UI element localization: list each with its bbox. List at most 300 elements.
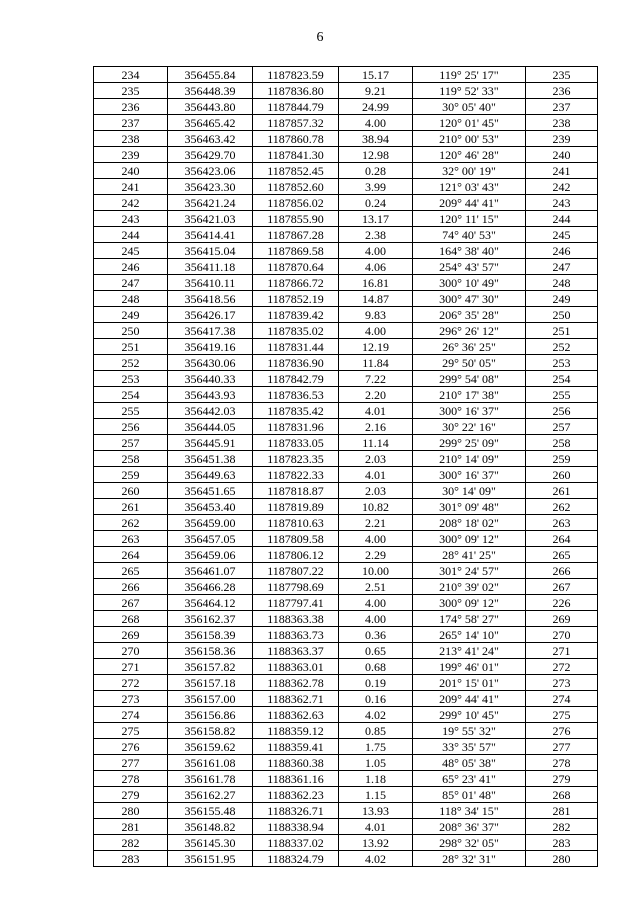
- next-point-cell: 247: [526, 259, 598, 275]
- distance-cell: 1.18: [339, 771, 413, 787]
- y-coordinate-cell: 1187819.89: [253, 499, 339, 515]
- bearing-cell: 299° 25' 09": [413, 435, 526, 451]
- bearing-cell: 121° 03' 43": [413, 179, 526, 195]
- point-number-cell: 261: [94, 499, 168, 515]
- table-row: [94, 435, 598, 451]
- point-number-cell: 249: [94, 307, 168, 323]
- x-coordinate-cell: 356158.39: [168, 627, 253, 643]
- point-number-cell: 260: [94, 483, 168, 499]
- x-coordinate-cell: 356410.11: [168, 275, 253, 291]
- bearing-cell: 209° 44' 41": [413, 691, 526, 707]
- x-coordinate-cell: 356156.86: [168, 707, 253, 723]
- point-number-cell: 273: [94, 691, 168, 707]
- y-coordinate-cell: 1187831.96: [253, 419, 339, 435]
- distance-cell: 3.99: [339, 179, 413, 195]
- next-point-cell: 237: [526, 99, 598, 115]
- next-point-cell: 252: [526, 339, 598, 355]
- next-point-cell: 268: [526, 787, 598, 803]
- coordinates-table: [93, 66, 598, 867]
- distance-cell: 1.75: [339, 739, 413, 755]
- distance-cell: 2.29: [339, 547, 413, 563]
- next-point-cell: 278: [526, 755, 598, 771]
- table-row: [94, 275, 598, 291]
- distance-cell: 0.16: [339, 691, 413, 707]
- y-coordinate-cell: 1187855.90: [253, 211, 339, 227]
- table-row: [94, 163, 598, 179]
- table-row: [94, 787, 598, 803]
- table-row: [94, 851, 598, 867]
- table-row: [94, 755, 598, 771]
- next-point-cell: 239: [526, 131, 598, 147]
- y-coordinate-cell: 1187844.79: [253, 99, 339, 115]
- next-point-cell: 274: [526, 691, 598, 707]
- point-number-cell: 272: [94, 675, 168, 691]
- table-row: [94, 659, 598, 675]
- point-number-cell: 278: [94, 771, 168, 787]
- table-row: [94, 739, 598, 755]
- bearing-cell: 174° 58' 27": [413, 611, 526, 627]
- x-coordinate-cell: 356443.93: [168, 387, 253, 403]
- distance-cell: 24.99: [339, 99, 413, 115]
- y-coordinate-cell: 1187807.22: [253, 563, 339, 579]
- x-coordinate-cell: 356148.82: [168, 819, 253, 835]
- point-number-cell: 242: [94, 195, 168, 211]
- x-coordinate-cell: 356453.40: [168, 499, 253, 515]
- x-coordinate-cell: 356161.78: [168, 771, 253, 787]
- bearing-cell: 300° 10' 49": [413, 275, 526, 291]
- point-number-cell: 237: [94, 115, 168, 131]
- point-number-cell: 238: [94, 131, 168, 147]
- table-row: [94, 515, 598, 531]
- y-coordinate-cell: 1187835.02: [253, 323, 339, 339]
- next-point-cell: 283: [526, 835, 598, 851]
- table-row: [94, 579, 598, 595]
- table-row: [94, 387, 598, 403]
- bearing-cell: 206° 35' 28": [413, 307, 526, 323]
- y-coordinate-cell: 1188363.38: [253, 611, 339, 627]
- table-row: [94, 835, 598, 851]
- next-point-cell: 250: [526, 307, 598, 323]
- table-row: [94, 131, 598, 147]
- point-number-cell: 247: [94, 275, 168, 291]
- next-point-cell: 265: [526, 547, 598, 563]
- bearing-cell: 30° 22' 16": [413, 419, 526, 435]
- distance-cell: 0.65: [339, 643, 413, 659]
- distance-cell: 2.38: [339, 227, 413, 243]
- table-row: [94, 467, 598, 483]
- point-number-cell: 246: [94, 259, 168, 275]
- distance-cell: 0.36: [339, 627, 413, 643]
- y-coordinate-cell: 1188359.12: [253, 723, 339, 739]
- bearing-cell: 199° 46' 01": [413, 659, 526, 675]
- distance-cell: 13.92: [339, 835, 413, 851]
- x-coordinate-cell: 356415.04: [168, 243, 253, 259]
- next-point-cell: 270: [526, 627, 598, 643]
- distance-cell: 7.22: [339, 371, 413, 387]
- point-number-cell: 275: [94, 723, 168, 739]
- next-point-cell: 277: [526, 739, 598, 755]
- bearing-cell: 300° 47' 30": [413, 291, 526, 307]
- table-row: [94, 611, 598, 627]
- y-coordinate-cell: 1188360.38: [253, 755, 339, 771]
- point-number-cell: 263: [94, 531, 168, 547]
- distance-cell: 2.16: [339, 419, 413, 435]
- y-coordinate-cell: 1187818.87: [253, 483, 339, 499]
- point-number-cell: 245: [94, 243, 168, 259]
- y-coordinate-cell: 1187860.78: [253, 131, 339, 147]
- table-row: [94, 675, 598, 691]
- bearing-cell: 300° 09' 12": [413, 531, 526, 547]
- distance-cell: 4.01: [339, 819, 413, 835]
- y-coordinate-cell: 1187856.02: [253, 195, 339, 211]
- y-coordinate-cell: 1187867.28: [253, 227, 339, 243]
- bearing-cell: 74° 40' 53": [413, 227, 526, 243]
- table-row: [94, 403, 598, 419]
- x-coordinate-cell: 356417.38: [168, 323, 253, 339]
- point-number-cell: 259: [94, 467, 168, 483]
- point-number-cell: 276: [94, 739, 168, 755]
- table-row: [94, 99, 598, 115]
- y-coordinate-cell: 1187835.42: [253, 403, 339, 419]
- x-coordinate-cell: 356158.36: [168, 643, 253, 659]
- bearing-cell: 120° 46' 28": [413, 147, 526, 163]
- x-coordinate-cell: 356157.18: [168, 675, 253, 691]
- next-point-cell: 248: [526, 275, 598, 291]
- distance-cell: 2.20: [339, 387, 413, 403]
- table-row: [94, 563, 598, 579]
- next-point-cell: 267: [526, 579, 598, 595]
- point-number-cell: 283: [94, 851, 168, 867]
- bearing-cell: 28° 41' 25": [413, 547, 526, 563]
- y-coordinate-cell: 1187842.79: [253, 371, 339, 387]
- bearing-cell: 213° 41' 24": [413, 643, 526, 659]
- x-coordinate-cell: 356459.06: [168, 547, 253, 563]
- y-coordinate-cell: 1187857.32: [253, 115, 339, 131]
- table-row: [94, 627, 598, 643]
- next-point-cell: 253: [526, 355, 598, 371]
- next-point-cell: 246: [526, 243, 598, 259]
- point-number-cell: 253: [94, 371, 168, 387]
- x-coordinate-cell: 356448.39: [168, 83, 253, 99]
- bearing-cell: 299° 10' 45": [413, 707, 526, 723]
- bearing-cell: 301° 09' 48": [413, 499, 526, 515]
- bearing-cell: 26° 36' 25": [413, 339, 526, 355]
- x-coordinate-cell: 356465.42: [168, 115, 253, 131]
- x-coordinate-cell: 356157.82: [168, 659, 253, 675]
- next-point-cell: 238: [526, 115, 598, 131]
- table-row: [94, 771, 598, 787]
- x-coordinate-cell: 356444.05: [168, 419, 253, 435]
- table-row: [94, 419, 598, 435]
- bearing-cell: 210° 14' 09": [413, 451, 526, 467]
- table-row: [94, 483, 598, 499]
- table-row: [94, 531, 598, 547]
- point-number-cell: 243: [94, 211, 168, 227]
- y-coordinate-cell: 1188362.63: [253, 707, 339, 723]
- x-coordinate-cell: 356161.08: [168, 755, 253, 771]
- x-coordinate-cell: 356151.95: [168, 851, 253, 867]
- table-row: [94, 307, 598, 323]
- point-number-cell: 274: [94, 707, 168, 723]
- x-coordinate-cell: 356449.63: [168, 467, 253, 483]
- bearing-cell: 210° 00' 53": [413, 131, 526, 147]
- y-coordinate-cell: 1187836.53: [253, 387, 339, 403]
- x-coordinate-cell: 356418.56: [168, 291, 253, 307]
- distance-cell: 11.14: [339, 435, 413, 451]
- point-number-cell: 262: [94, 515, 168, 531]
- distance-cell: 4.00: [339, 323, 413, 339]
- distance-cell: 4.02: [339, 707, 413, 723]
- distance-cell: 4.01: [339, 467, 413, 483]
- bearing-cell: 30° 14' 09": [413, 483, 526, 499]
- y-coordinate-cell: 1188324.79: [253, 851, 339, 867]
- distance-cell: 0.68: [339, 659, 413, 675]
- distance-cell: 12.19: [339, 339, 413, 355]
- distance-cell: 4.00: [339, 531, 413, 547]
- distance-cell: 1.15: [339, 787, 413, 803]
- x-coordinate-cell: 356421.03: [168, 211, 253, 227]
- next-point-cell: 264: [526, 531, 598, 547]
- next-point-cell: 241: [526, 163, 598, 179]
- next-point-cell: 251: [526, 323, 598, 339]
- y-coordinate-cell: 1187833.05: [253, 435, 339, 451]
- y-coordinate-cell: 1188338.94: [253, 819, 339, 835]
- distance-cell: 4.00: [339, 611, 413, 627]
- bearing-cell: 28° 32' 31": [413, 851, 526, 867]
- x-coordinate-cell: 356457.05: [168, 531, 253, 547]
- y-coordinate-cell: 1187870.64: [253, 259, 339, 275]
- next-point-cell: 244: [526, 211, 598, 227]
- point-number-cell: 281: [94, 819, 168, 835]
- point-number-cell: 234: [94, 67, 168, 83]
- x-coordinate-cell: 356455.84: [168, 67, 253, 83]
- next-point-cell: 235: [526, 67, 598, 83]
- table-row: [94, 323, 598, 339]
- distance-cell: 13.93: [339, 803, 413, 819]
- distance-cell: 38.94: [339, 131, 413, 147]
- table-row: [94, 499, 598, 515]
- bearing-cell: 29° 50' 05": [413, 355, 526, 371]
- distance-cell: 15.17: [339, 67, 413, 83]
- page-number: 6: [316, 30, 324, 45]
- table-row: [94, 195, 598, 211]
- table-row: [94, 147, 598, 163]
- y-coordinate-cell: 1187797.41: [253, 595, 339, 611]
- bearing-cell: 208° 18' 02": [413, 515, 526, 531]
- x-coordinate-cell: 356414.41: [168, 227, 253, 243]
- x-coordinate-cell: 356463.42: [168, 131, 253, 147]
- distance-cell: 14.87: [339, 291, 413, 307]
- y-coordinate-cell: 1188362.23: [253, 787, 339, 803]
- next-point-cell: 280: [526, 851, 598, 867]
- y-coordinate-cell: 1188363.73: [253, 627, 339, 643]
- y-coordinate-cell: 1187806.12: [253, 547, 339, 563]
- x-coordinate-cell: 356419.16: [168, 339, 253, 355]
- y-coordinate-cell: 1187836.80: [253, 83, 339, 99]
- point-number-cell: 279: [94, 787, 168, 803]
- x-coordinate-cell: 356430.06: [168, 355, 253, 371]
- next-point-cell: 263: [526, 515, 598, 531]
- next-point-cell: 271: [526, 643, 598, 659]
- point-number-cell: 251: [94, 339, 168, 355]
- table-row: [94, 451, 598, 467]
- point-number-cell: 257: [94, 435, 168, 451]
- point-number-cell: 280: [94, 803, 168, 819]
- x-coordinate-cell: 356442.03: [168, 403, 253, 419]
- y-coordinate-cell: 1187836.90: [253, 355, 339, 371]
- x-coordinate-cell: 356423.06: [168, 163, 253, 179]
- y-coordinate-cell: 1187823.35: [253, 451, 339, 467]
- table-row: [94, 227, 598, 243]
- bearing-cell: 300° 09' 12": [413, 595, 526, 611]
- bearing-cell: 208° 36' 37": [413, 819, 526, 835]
- table-row: [94, 211, 598, 227]
- point-number-cell: 267: [94, 595, 168, 611]
- next-point-cell: 279: [526, 771, 598, 787]
- y-coordinate-cell: 1187852.19: [253, 291, 339, 307]
- bearing-cell: 120° 01' 45": [413, 115, 526, 131]
- x-coordinate-cell: 356162.27: [168, 787, 253, 803]
- table-row: [94, 243, 598, 259]
- next-point-cell: 245: [526, 227, 598, 243]
- distance-cell: 13.17: [339, 211, 413, 227]
- x-coordinate-cell: 356461.07: [168, 563, 253, 579]
- next-point-cell: 273: [526, 675, 598, 691]
- table-row: [94, 355, 598, 371]
- distance-cell: 4.06: [339, 259, 413, 275]
- distance-cell: 4.00: [339, 243, 413, 259]
- point-number-cell: 264: [94, 547, 168, 563]
- point-number-cell: 254: [94, 387, 168, 403]
- x-coordinate-cell: 356466.28: [168, 579, 253, 595]
- x-coordinate-cell: 356162.37: [168, 611, 253, 627]
- y-coordinate-cell: 1187852.45: [253, 163, 339, 179]
- distance-cell: 2.03: [339, 451, 413, 467]
- point-number-cell: 250: [94, 323, 168, 339]
- x-coordinate-cell: 356464.12: [168, 595, 253, 611]
- table-row: [94, 643, 598, 659]
- table-row: [94, 83, 598, 99]
- distance-cell: 0.28: [339, 163, 413, 179]
- y-coordinate-cell: 1188359.41: [253, 739, 339, 755]
- bearing-cell: 119° 52' 33": [413, 83, 526, 99]
- next-point-cell: 269: [526, 611, 598, 627]
- next-point-cell: 259: [526, 451, 598, 467]
- x-coordinate-cell: 356426.17: [168, 307, 253, 323]
- distance-cell: 0.24: [339, 195, 413, 211]
- point-number-cell: 240: [94, 163, 168, 179]
- x-coordinate-cell: 356423.30: [168, 179, 253, 195]
- distance-cell: 9.21: [339, 83, 413, 99]
- distance-cell: 4.00: [339, 115, 413, 131]
- bearing-cell: 119° 25' 17": [413, 67, 526, 83]
- table-row: [94, 371, 598, 387]
- y-coordinate-cell: 1187823.59: [253, 67, 339, 83]
- bearing-cell: 299° 54' 08": [413, 371, 526, 387]
- x-coordinate-cell: 356443.80: [168, 99, 253, 115]
- x-coordinate-cell: 356459.00: [168, 515, 253, 531]
- bearing-cell: 201° 15' 01": [413, 675, 526, 691]
- y-coordinate-cell: 1187839.42: [253, 307, 339, 323]
- bearing-cell: 164° 38' 40": [413, 243, 526, 259]
- distance-cell: 4.01: [339, 403, 413, 419]
- table-row: [94, 707, 598, 723]
- table-row: [94, 691, 598, 707]
- x-coordinate-cell: 356157.00: [168, 691, 253, 707]
- next-point-cell: 249: [526, 291, 598, 307]
- x-coordinate-cell: 356440.33: [168, 371, 253, 387]
- distance-cell: 10.82: [339, 499, 413, 515]
- point-number-cell: 277: [94, 755, 168, 771]
- coordinates-table-body: [94, 67, 598, 867]
- next-point-cell: 254: [526, 371, 598, 387]
- bearing-cell: 85° 01' 48": [413, 787, 526, 803]
- y-coordinate-cell: 1188362.78: [253, 675, 339, 691]
- next-point-cell: 275: [526, 707, 598, 723]
- table-row: [94, 819, 598, 835]
- next-point-cell: 266: [526, 563, 598, 579]
- point-number-cell: 244: [94, 227, 168, 243]
- next-point-cell: 236: [526, 83, 598, 99]
- next-point-cell: 255: [526, 387, 598, 403]
- table-row: [94, 595, 598, 611]
- next-point-cell: 272: [526, 659, 598, 675]
- point-number-cell: 270: [94, 643, 168, 659]
- next-point-cell: 281: [526, 803, 598, 819]
- next-point-cell: 240: [526, 147, 598, 163]
- y-coordinate-cell: 1187831.44: [253, 339, 339, 355]
- x-coordinate-cell: 356411.18: [168, 259, 253, 275]
- bearing-cell: 300° 16' 37": [413, 403, 526, 419]
- distance-cell: 0.85: [339, 723, 413, 739]
- y-coordinate-cell: 1187822.33: [253, 467, 339, 483]
- y-coordinate-cell: 1188361.16: [253, 771, 339, 787]
- y-coordinate-cell: 1187798.69: [253, 579, 339, 595]
- point-number-cell: 236: [94, 99, 168, 115]
- table-row: [94, 67, 598, 83]
- next-point-cell: 256: [526, 403, 598, 419]
- next-point-cell: 226: [526, 595, 598, 611]
- point-number-cell: 271: [94, 659, 168, 675]
- y-coordinate-cell: 1187841.30: [253, 147, 339, 163]
- table-row: [94, 291, 598, 307]
- point-number-cell: 235: [94, 83, 168, 99]
- point-number-cell: 248: [94, 291, 168, 307]
- point-number-cell: 252: [94, 355, 168, 371]
- distance-cell: 16.81: [339, 275, 413, 291]
- y-coordinate-cell: 1188326.71: [253, 803, 339, 819]
- x-coordinate-cell: 356429.70: [168, 147, 253, 163]
- x-coordinate-cell: 356155.48: [168, 803, 253, 819]
- bearing-cell: 265° 14' 10": [413, 627, 526, 643]
- bearing-cell: 30° 05' 40": [413, 99, 526, 115]
- next-point-cell: 258: [526, 435, 598, 451]
- y-coordinate-cell: 1187809.58: [253, 531, 339, 547]
- point-number-cell: 266: [94, 579, 168, 595]
- bearing-cell: 254° 43' 57": [413, 259, 526, 275]
- y-coordinate-cell: 1187852.60: [253, 179, 339, 195]
- y-coordinate-cell: 1187866.72: [253, 275, 339, 291]
- bearing-cell: 48° 05' 38": [413, 755, 526, 771]
- bearing-cell: 298° 32' 05": [413, 835, 526, 851]
- distance-cell: 10.00: [339, 563, 413, 579]
- distance-cell: 2.51: [339, 579, 413, 595]
- next-point-cell: 282: [526, 819, 598, 835]
- table-row: [94, 723, 598, 739]
- distance-cell: 2.03: [339, 483, 413, 499]
- y-coordinate-cell: 1188362.71: [253, 691, 339, 707]
- point-number-cell: 241: [94, 179, 168, 195]
